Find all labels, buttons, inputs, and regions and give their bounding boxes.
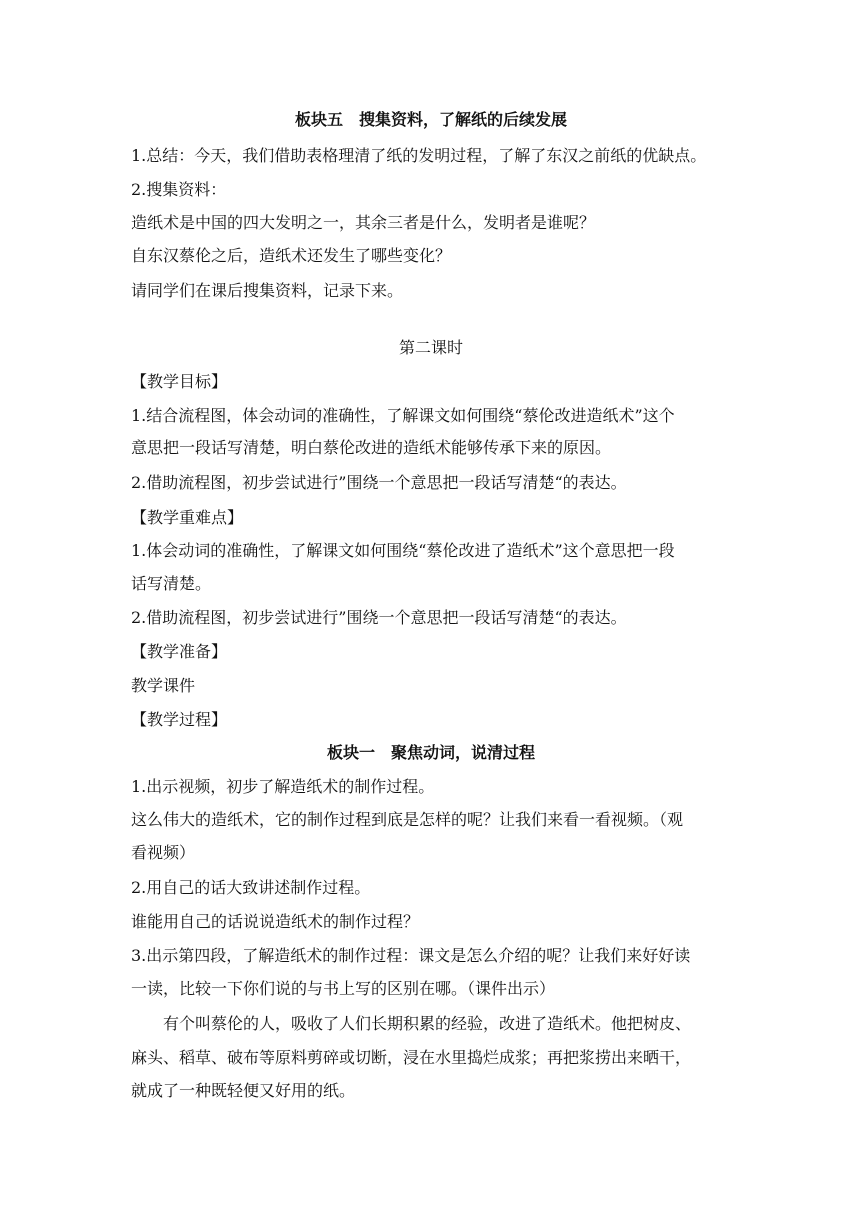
- key-point-1-line-2: 话写清楚。: [131, 574, 212, 593]
- summary-item: 1.总结：今天，我们借助表格理清了纸的发明过程，了解了东汉之前纸的优缺点。: [131, 146, 707, 165]
- section1-title: 板块一 聚焦动词，说清过程: [326, 743, 535, 762]
- key-point-2: 2.借助流程图，初步尝试进行”围绕一个意思把一段话写清楚“的表达。: [131, 608, 627, 627]
- process-item-3-line-2: 一读，比较一下你们说的与书上写的区别在哪。（课件出示）: [131, 979, 556, 998]
- preparation-heading: 【教学准备】: [131, 642, 228, 661]
- lesson-two-heading: 第二课时: [398, 338, 463, 357]
- section5-title: 板块五 搜集资料，了解纸的后续发展: [294, 110, 567, 129]
- question-four-inventions: 造纸术是中国的四大发明之一，其余三者是什么，发明者是谁呢？: [131, 213, 596, 232]
- teaching-process-heading: 【教学过程】: [131, 710, 228, 729]
- question-papermaking-changes: 自东汉蔡伦之后，造纸术还发生了哪些变化？: [131, 246, 452, 265]
- preparation-content: 教学课件: [131, 676, 196, 695]
- quoted-paragraph-line-1: 有个叫蔡伦的人，吸收了人们长期积累的经验，改进了造纸术。他把树皮、: [163, 1014, 692, 1033]
- quoted-paragraph-line-3: 就成了一种既轻便又好用的纸。: [131, 1081, 356, 1100]
- key-points-heading: 【教学重难点】: [131, 508, 244, 527]
- key-point-1-line-1: 1.体会动词的准确性，了解课文如何围绕“蔡伦改进了造纸术”这个意思把一段: [131, 541, 675, 560]
- process-text-2: 谁能用自己的话说说造纸术的制作过程？: [131, 912, 420, 931]
- homework-instruction: 请同学们在课后搜集资料，记录下来。: [131, 281, 404, 300]
- collect-info-item: 2.搜集资料：: [131, 180, 227, 199]
- quoted-paragraph-line-2: 麻头、稻草、破布等原料剪碎或切断，浸在水里捣烂成浆；再把浆捞出来晒干，: [131, 1048, 692, 1067]
- teaching-goals-heading: 【教学目标】: [131, 372, 228, 391]
- process-text-1-line-1: 这么伟大的造纸术，它的制作过程到底是怎样的呢？让我们来看一看视频。（观: [131, 810, 684, 829]
- process-item-2: 2.用自己的话大致讲述制作过程。: [131, 878, 371, 897]
- process-item-1: 1.出示视频，初步了解造纸术的制作过程。: [131, 777, 435, 796]
- process-item-3-line-1: 3.出示第四段，了解造纸术的制作过程：课文是怎么介绍的呢？让我们来好好读: [131, 946, 691, 965]
- goal-1-line-1: 1.结合流程图，体会动词的准确性，了解课文如何围绕“蔡伦改进造纸术”这个: [131, 406, 675, 425]
- process-text-1-line-2: 看视频）: [131, 843, 196, 862]
- goal-2: 2.借助流程图，初步尝试进行”围绕一个意思把一段话写清楚“的表达。: [131, 473, 627, 492]
- goal-1-line-2: 意思把一段话写清楚，明白蔡伦改进的造纸术能够传承下来的原因。: [131, 438, 612, 457]
